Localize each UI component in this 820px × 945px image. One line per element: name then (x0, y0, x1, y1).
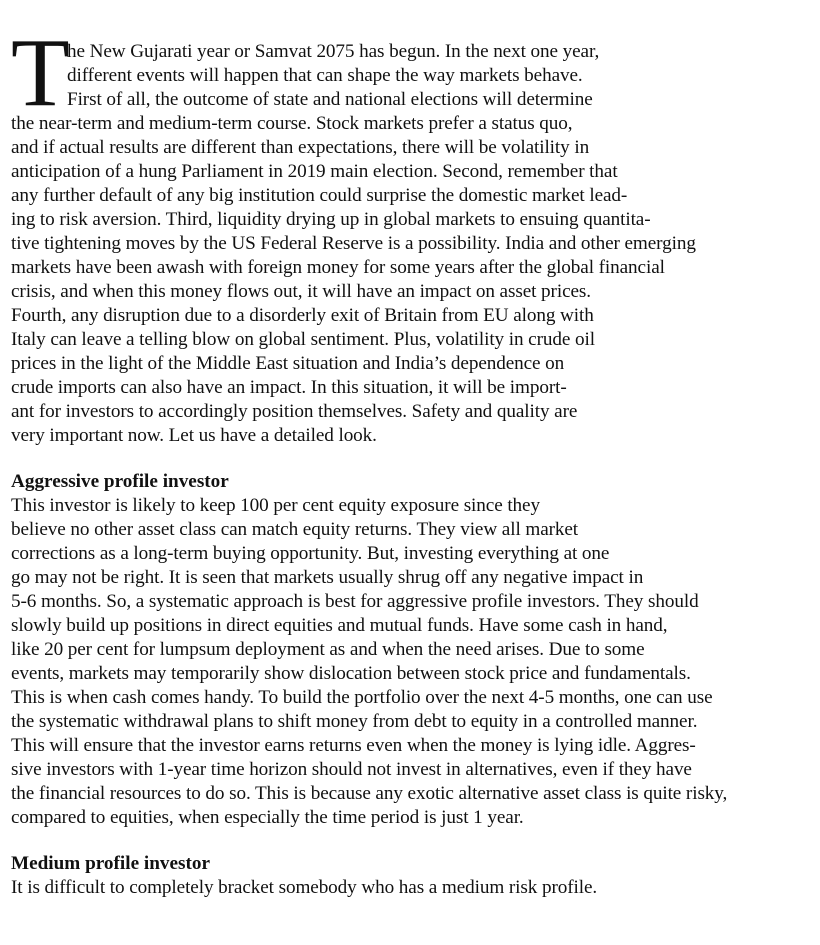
text-line: the systematic withdrawal plans to shift money from debt to equity in a controlled manner. (11, 711, 698, 732)
drop-cap: T (11, 17, 70, 128)
text-line: sive investors with 1-year time horizon should not invest in alternatives, even if they have (11, 759, 692, 780)
text-line: the financial resources to do so. This is because any exotic alternative asset class is quite risky, (11, 783, 728, 804)
text-line: crisis, and when this money flows out, it will have an impact on asset prices. (11, 281, 591, 302)
text-line: slowly build up positions in direct equities and mutual funds. Have some cash in hand, (11, 615, 668, 636)
text-line: believe no other asset class can match equity returns. They view all market (11, 519, 579, 540)
text-line: prices in the light of the Middle East situation and India’s dependence on (11, 353, 565, 374)
text-line: This investor is likely to keep 100 per cent equity exposure since they (11, 495, 540, 516)
text-line: This is when cash comes handy. To build the portfolio over the next 4-5 months, one can use (11, 687, 713, 708)
text-line: This will ensure that the investor earns returns even when the money is lying idle. Aggres- (11, 735, 696, 756)
text-line: any further default of any big institution could surprise the domestic market lead- (11, 185, 628, 206)
text-line: ant for investors to accordingly position themselves. Safety and quality are (11, 401, 578, 422)
text-line: ing to risk aversion. Third, liquidity drying up in global markets to ensuing quantita- (11, 209, 651, 230)
text-line: and if actual results are different than expectations, there will be volatility in (11, 137, 590, 158)
intro-paragraph (11, 40, 811, 448)
text-line: different events will happen that can shape the way markets behave. (67, 65, 583, 86)
section-heading-medium: Medium profile investor (11, 853, 210, 874)
text-line: crude imports can also have an impact. In this situation, it will be import- (11, 377, 567, 398)
text-line: the near-term and medium-term course. Stock markets prefer a status quo, (11, 113, 573, 134)
text-line: 5-6 months. So, a systematic approach is best for aggressive profile investors. They should (11, 591, 699, 612)
text-line: markets have been awash with foreign money for some years after the global financial (11, 257, 665, 278)
text-line: First of all, the outcome of state and national elections will determine (67, 89, 593, 110)
text-line: compared to equities, when especially the time period is just 1 year. (11, 807, 524, 828)
aggressive-section (11, 470, 811, 830)
text-line: Italy can leave a telling blow on global sentiment. Plus, volatility in crude oil (11, 329, 595, 350)
text-line: he New Gujarati year or Samvat 2075 has begun. In the next one year, (67, 41, 600, 62)
text-line: events, markets may temporarily show dislocation between stock price and fundamentals. (11, 663, 691, 684)
text-line: very important now. Let us have a detailed look. (11, 425, 377, 446)
medium-section (11, 852, 811, 900)
text-line: corrections as a long-term buying opportunity. But, investing everything at one (11, 543, 610, 564)
text-line: tive tightening moves by the US Federal Reserve is a possibility. India and other emerging (11, 233, 696, 254)
text-line: anticipation of a hung Parliament in 2019 main election. Second, remember that (11, 161, 618, 182)
text-line: Fourth, any disruption due to a disorderly exit of Britain from EU along with (11, 305, 594, 326)
text-line: like 20 per cent for lumpsum deployment as and when the need arises. Due to some (11, 639, 645, 660)
text-line: go may not be right. It is seen that markets usually shrug off any negative impact in (11, 567, 644, 588)
section-heading-aggressive: Aggressive profile investor (11, 471, 229, 492)
text-line: It is difficult to completely bracket somebody who has a medium risk profile. (11, 877, 598, 898)
